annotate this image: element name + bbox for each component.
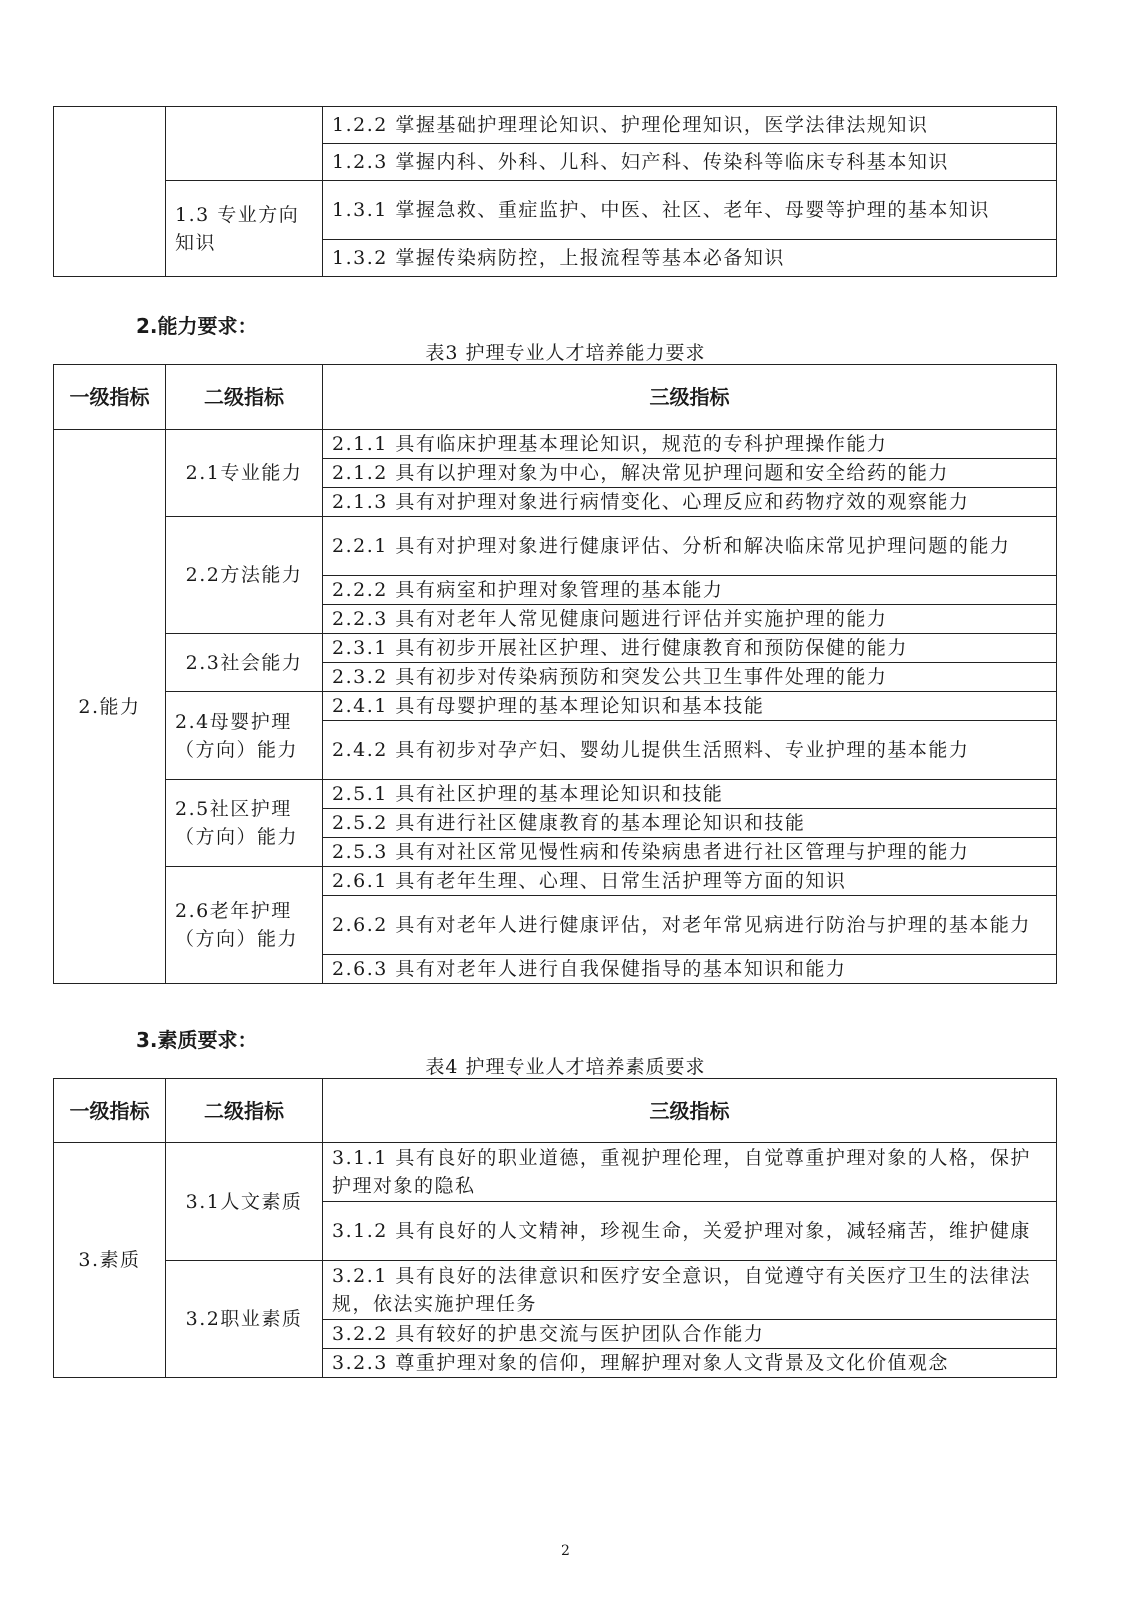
header-level3: 三级指标 (323, 365, 1057, 430)
table-cell: 2.4.2 具有初步对孕产妇、婴幼儿提供生活照料、专业护理的基本能力 (323, 721, 1057, 780)
table-cell: 2.1.3 具有对护理对象进行病情变化、心理反应和药物疗效的观察能力 (323, 488, 1057, 517)
knowledge-table-continued (53, 106, 1057, 277)
table-cell: 2.3.2 具有初步对传染病预防和突发公共卫生事件处理的能力 (323, 663, 1057, 692)
level2-cell: 2.3社会能力 (166, 634, 323, 692)
level1-cell: 2.能力 (54, 430, 166, 984)
table-cell: 2.6.3 具有对老年人进行自我保健指导的基本知识和能力 (323, 955, 1057, 984)
table-cell: 1.3.1 掌握急救、重症监护、中医、社区、老年、母婴等护理的基本知识 (323, 181, 1057, 240)
table-cell: 3.2.3 尊重护理对象的信仰，理解护理对象人文背景及文化价值观念 (323, 1349, 1057, 1378)
table-cell: 2.5.2 具有进行社区健康教育的基本理论知识和技能 (323, 809, 1057, 838)
level2-cell: 2.5社区护理（方向）能力 (166, 780, 323, 867)
table-cell: 2.2.3 具有对老年人常见健康问题进行评估并实施护理的能力 (323, 605, 1057, 634)
table-cell: 2.1.1 具有临床护理基本理论知识，规范的专科护理操作能力 (323, 430, 1057, 459)
table-cell: 3.1.2 具有良好的人文精神，珍视生命，关爱护理对象，减轻痛苦，维护健康 (323, 1202, 1057, 1261)
header-level1: 一级指标 (54, 365, 166, 430)
table-cell: 2.6.2 具有对老年人进行健康评估，对老年常见病进行防治与护理的基本能力 (323, 896, 1057, 955)
table-cell-empty (166, 107, 323, 181)
table-cell: 2.5.3 具有对社区常见慢性病和传染病患者进行社区管理与护理的能力 (323, 838, 1057, 867)
section-heading-ability: 2.能力要求： (136, 314, 258, 338)
section-heading-quality: 3.素质要求： (136, 1028, 258, 1052)
header-level1: 一级指标 (54, 1079, 166, 1143)
table-cell: 1.3.2 掌握传染病防控，上报流程等基本必备知识 (323, 240, 1057, 277)
ability-table (53, 364, 1057, 984)
level2-cell: 2.2方法能力 (166, 517, 323, 634)
header-level3: 三级指标 (323, 1079, 1057, 1143)
page-number: 2 (561, 1543, 570, 1559)
level2-cell: 2.1专业能力 (166, 430, 323, 517)
table-cell: 2.2.2 具有病室和护理对象管理的基本能力 (323, 576, 1057, 605)
table-cell: 3.2.2 具有较好的护患交流与医护团队合作能力 (323, 1320, 1057, 1349)
table-cell: 1.2.3 掌握内科、外科、儿科、妇产科、传染科等临床专科基本知识 (323, 144, 1057, 181)
table-cell: 2.1.2 具有以护理对象为中心，解决常见护理问题和安全给药的能力 (323, 459, 1057, 488)
table-caption-quality: 表4 护理专业人才培养素质要求 (425, 1056, 706, 1078)
table-cell: 1.2.2 掌握基础护理理论知识、护理伦理知识，医学法律法规知识 (323, 107, 1057, 144)
table-cell: 2.5.1 具有社区护理的基本理论知识和技能 (323, 780, 1057, 809)
table-cell: 2.6.1 具有老年生理、心理、日常生活护理等方面的知识 (323, 867, 1057, 896)
level2-cell: 1.3 专业方向知识 (166, 181, 323, 277)
table-cell: 2.4.1 具有母婴护理的基本理论知识和基本技能 (323, 692, 1057, 721)
level2-cell: 3.1人文素质 (166, 1143, 323, 1261)
table-cell-empty (54, 107, 166, 277)
level1-cell: 3.素质 (54, 1143, 166, 1378)
table-caption-ability: 表3 护理专业人才培养能力要求 (425, 342, 706, 364)
quality-table (53, 1078, 1057, 1378)
header-level2: 二级指标 (166, 365, 323, 430)
table-cell: 3.1.1 具有良好的职业道德，重视护理伦理，自觉尊重护理对象的人格，保护护理对象的隐私 (323, 1143, 1057, 1202)
header-level2: 二级指标 (166, 1079, 323, 1143)
table-cell: 3.2.1 具有良好的法律意识和医疗安全意识，自觉遵守有关医疗卫生的法律法规，依法实施护理任务 (323, 1261, 1057, 1320)
level2-cell: 2.4母婴护理（方向）能力 (166, 692, 323, 780)
table-cell: 2.3.1 具有初步开展社区护理、进行健康教育和预防保健的能力 (323, 634, 1057, 663)
table-cell: 2.2.1 具有对护理对象进行健康评估、分析和解决临床常见护理问题的能力 (323, 517, 1057, 576)
level2-cell: 3.2职业素质 (166, 1261, 323, 1378)
level2-cell: 2.6老年护理（方向）能力 (166, 867, 323, 984)
